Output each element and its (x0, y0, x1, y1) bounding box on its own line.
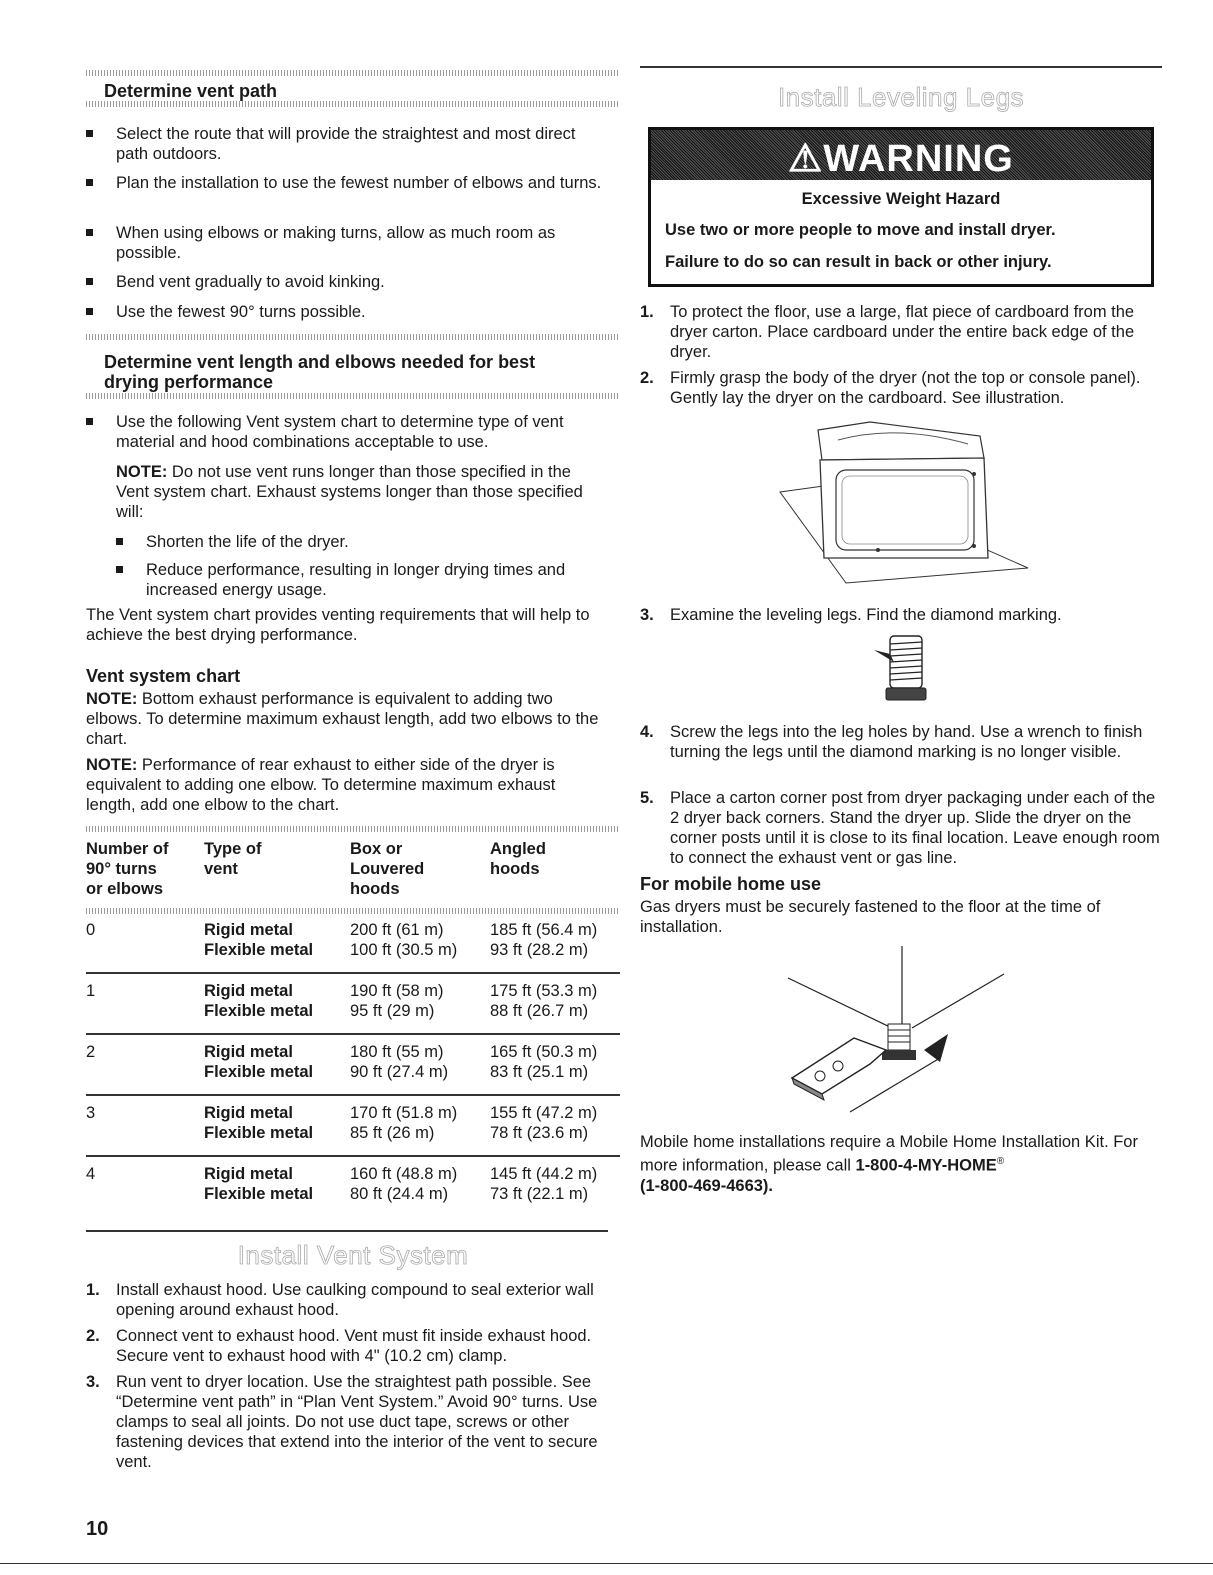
table-cell-vent-type: Rigid metal (204, 982, 293, 1000)
table-cell-box-hood: 190 ft (58 m) (350, 982, 444, 1000)
table-header-vent: Type of vent (204, 840, 262, 878)
install-vent-title: Install Vent System (237, 1240, 469, 1270)
bullet-icon (86, 308, 93, 315)
warning-title: ⚠WARNING (788, 138, 1014, 180)
table-cell-angled-hood: 145 ft (44.2 m) (490, 1165, 598, 1183)
table-row-rule (86, 1094, 620, 1096)
table-cell-angled-hood: 88 ft (26.7 m) (490, 1002, 589, 1020)
list-item: 1. To protect the floor, use a large, flat piece of cardboard from the dryer carton. Place cardboard under the entire back edge of the dryer. (640, 303, 1135, 361)
list-item: Shorten the life of the dryer. (116, 532, 606, 552)
bullet-icon (86, 130, 93, 137)
table-cell-turns: 4 (86, 1165, 96, 1183)
table-header-turns: Number of 90° turns or elbows (86, 840, 169, 898)
phone-number: 1-800-4-MY-HOME (855, 1156, 997, 1175)
phone-number-numeric: (1-800-469-4663). (640, 1176, 773, 1195)
mobile-kit-paragraph: Mobile home installations require a Mobile Home Installation Kit. For more information, please call 1-800-4-MY-HOME® (1-800-469-4663). (640, 1133, 1138, 1195)
warning-line: Use two or more people to move and install dryer. (665, 221, 1056, 239)
mobile-home-bracket-illustration (784, 944, 1010, 1116)
note-paragraph: NOTE: Performance of rear exhaust to either side of the dryer is equivalent to adding one elbow. To determine maximum exhaust length, add one elbow to the chart. (86, 756, 556, 814)
table-bottom-rule (86, 1230, 608, 1232)
table-cell-vent-type: Flexible metal (204, 941, 314, 959)
list-item: 4. Screw the legs into the leg holes by hand. Use a wrench to finish turning the legs until the diamond marking is no longer visible. (640, 723, 1143, 761)
table-cell-turns: 0 (86, 921, 96, 939)
table-cell-vent-type: Rigid metal (204, 1104, 293, 1122)
table-cell-angled-hood: 83 ft (25.1 m) (490, 1063, 589, 1081)
bullet-icon (116, 566, 123, 573)
table-top-rule (86, 826, 620, 832)
table-cell-angled-hood: 73 ft (22.1 m) (490, 1185, 589, 1203)
bullet-icon (116, 538, 123, 545)
list-item: 3. Run vent to dryer location. Use the straightest path possible. See “Determine vent path” in “Plan Vent System.” Avoid 90° turns. Use clamps to seal all joints. Do not use duct tape, screws or other fastening devices that extend into the interior of the vent to secure vent. (86, 1373, 598, 1471)
section-rule (86, 101, 620, 107)
leveling-legs-title: Install Leveling Legs (777, 82, 1025, 112)
table-cell-vent-type: Rigid metal (204, 1043, 293, 1061)
table-row-rule (86, 1155, 620, 1157)
list-item: 1. Install exhaust hood. Use caulking compound to seal exterior wall opening around exhaust hood. (86, 1281, 594, 1319)
table-cell-vent-type: Rigid metal (204, 921, 293, 939)
table-cell-box-hood: 200 ft (61 m) (350, 921, 444, 939)
table-cell-turns: 3 (86, 1104, 96, 1122)
table-cell-box-hood: 180 ft (55 m) (350, 1043, 444, 1061)
list-item: Reduce performance, resulting in longer drying times and increased energy usage. (116, 560, 606, 600)
table-cell-box-hood: 170 ft (51.8 m) (350, 1104, 458, 1122)
body-paragraph: The Vent system chart provides venting requirements that will help to achieve the best drying performance. (86, 606, 590, 644)
bullet-icon (86, 229, 93, 236)
list-item: Select the route that will provide the straightest and most direct path outdoors. (86, 124, 606, 164)
table-cell-box-hood: 85 ft (26 m) (350, 1124, 435, 1142)
table-cell-angled-hood: 155 ft (47.2 m) (490, 1104, 598, 1122)
table-cell-angled-hood: 185 ft (56.4 m) (490, 921, 598, 939)
list-item: When using elbows or making turns, allow as much room as possible. (86, 223, 606, 263)
section-rule (86, 393, 620, 399)
section-rule (86, 70, 620, 76)
list-item: 5. Place a carton corner post from dryer packaging under each of the 2 dryer back corners. Stand the dryer up. Slide the dryer on the corner posts until it is close to its final location. Leave enough room to connect the exhaust vent or gas line. (640, 789, 1160, 867)
warning-header (651, 130, 1151, 180)
list-item: Plan the installation to use the fewest number of elbows and turns. (86, 173, 606, 193)
table-cell-box-hood: 100 ft (30.5 m) (350, 941, 458, 959)
table-cell-angled-hood: 165 ft (50.3 m) (490, 1043, 598, 1061)
list-item: Use the fewest 90° turns possible. (86, 302, 606, 322)
note-paragraph: NOTE: Do not use vent runs longer than those specified in the Vent system chart. Exhaust systems longer than those specified will: (116, 463, 583, 521)
section-rule (640, 66, 1162, 68)
table-cell-vent-type: Flexible metal (204, 1185, 314, 1203)
table-cell-angled-hood: 175 ft (53.3 m) (490, 982, 598, 1000)
table-cell-box-hood: 160 ft (48.8 m) (350, 1165, 458, 1183)
list-item: 3. Examine the leveling legs. Find the diamond marking. (640, 606, 1062, 624)
warning-hazard: Excessive Weight Hazard (801, 190, 1001, 208)
bullet-icon (86, 418, 93, 425)
dryer-on-cardboard-illustration (778, 418, 1040, 590)
body-paragraph: Gas dryers must be securely fastened to the floor at the time of installation. (640, 898, 1101, 936)
list-item: Bend vent gradually to avoid kinking. (86, 272, 606, 292)
table-header-rule (86, 908, 620, 914)
bullet-icon (86, 278, 93, 285)
list-item: 2. Connect vent to exhaust hood. Vent must fit inside exhaust hood. Secure vent to exhaust hood with 4" (10.2 cm) clamp. (86, 1327, 592, 1365)
table-cell-vent-type: Flexible metal (204, 1124, 314, 1142)
table-row-rule (86, 1033, 620, 1035)
table-row-rule (86, 972, 620, 974)
vent-chart-heading: Vent system chart (86, 666, 241, 686)
table-header-box: Box or Louvered hoods (350, 840, 425, 898)
bullet-icon (86, 179, 93, 186)
table-cell-angled-hood: 78 ft (23.6 m) (490, 1124, 589, 1142)
warning-body (651, 180, 1151, 284)
table-cell-box-hood: 95 ft (29 m) (350, 1002, 435, 1020)
warning-line: Failure to do so can result in back or other injury. (665, 253, 1052, 271)
table-cell-box-hood: 80 ft (24.4 m) (350, 1185, 449, 1203)
page-number: 10 (86, 1518, 109, 1540)
vent-path-heading: Determine vent path (104, 81, 278, 101)
table-cell-vent-type: Flexible metal (204, 1002, 314, 1020)
mobile-home-heading: For mobile home use (640, 874, 822, 894)
leveling-leg-illustration (872, 632, 936, 704)
warning-box (648, 127, 1154, 287)
section-rule (86, 334, 620, 340)
table-cell-turns: 2 (86, 1043, 96, 1061)
note-paragraph: NOTE: Bottom exhaust performance is equivalent to adding two elbows. To determine maximum exhaust length, add two elbows to the chart. (86, 690, 599, 748)
page-bottom-rule (0, 1563, 1213, 1564)
table-cell-turns: 1 (86, 982, 96, 1000)
table-header-angled: Angled hoods (490, 840, 546, 878)
table-cell-angled-hood: 93 ft (28.2 m) (490, 941, 589, 959)
table-cell-vent-type: Flexible metal (204, 1063, 314, 1081)
list-item: 2. Firmly grasp the body of the dryer (not the top or console panel). Gently lay the dryer on the cardboard. See illustration. (640, 369, 1141, 407)
table-cell-box-hood: 90 ft (27.4 m) (350, 1063, 449, 1081)
table-cell-vent-type: Rigid metal (204, 1165, 293, 1183)
vent-length-heading: Determine vent length and elbows needed for best drying performance (104, 352, 536, 392)
list-item: Use the following Vent system chart to determine type of vent material and hood combinations acceptable to use. (86, 412, 606, 452)
